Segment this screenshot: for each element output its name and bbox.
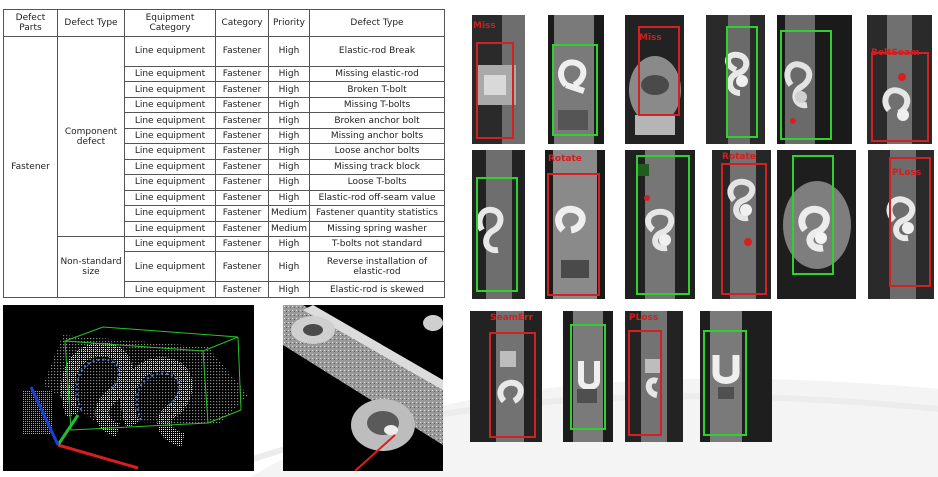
defect-label: Rotate [548, 154, 582, 164]
group-type-nonstandard: Non-standard size [58, 237, 125, 298]
detection-image [472, 150, 525, 299]
cell-category: Fastener [216, 97, 269, 112]
header-category: Category [216, 10, 269, 37]
cell-defect: Elastic-rod off-seam value [310, 190, 445, 205]
cell-priority: High [269, 37, 310, 67]
cell-equipment: Line equipment [125, 144, 216, 159]
cell-equipment: Line equipment [125, 206, 216, 221]
cell-equipment: Line equipment [125, 159, 216, 174]
cell-equipment: Line equipment [125, 37, 216, 67]
header-equipment-category: Equipment Category [125, 10, 216, 37]
cell-category: Fastener [216, 66, 269, 81]
cell-defect: Missing track block [310, 159, 445, 174]
cell-equipment: Line equipment [125, 66, 216, 81]
cell-priority: High [269, 252, 310, 282]
cell-priority: High [269, 128, 310, 143]
detection-image [712, 150, 771, 299]
cell-category: Fastener [216, 82, 269, 97]
cell-priority: High [269, 237, 310, 252]
cell-priority: High [269, 190, 310, 205]
cell-priority: Medium [269, 206, 310, 221]
cell-equipment: Line equipment [125, 282, 216, 298]
point-cloud-3d-image [3, 305, 254, 471]
cell-equipment: Line equipment [125, 97, 216, 112]
sleeper-closeup-image [283, 305, 443, 471]
defect-label: PLoss [629, 313, 659, 323]
header-defect-parts: Defect Parts [4, 10, 58, 37]
detection-image [625, 311, 683, 442]
cell-priority: High [269, 159, 310, 174]
detection-image [625, 15, 684, 144]
cell-equipment: Line equipment [125, 113, 216, 128]
cell-category: Fastener [216, 175, 269, 190]
cell-defect: Loose anchor bolts [310, 144, 445, 159]
group-type-component: Component defect [58, 37, 125, 237]
cell-equipment: Line equipment [125, 237, 216, 252]
cell-category: Fastener [216, 37, 269, 67]
table-row [4, 37, 445, 67]
cell-category: Fastener [216, 237, 269, 252]
cell-defect: Elastic-rod Break [310, 37, 445, 67]
detection-image [700, 311, 772, 442]
cell-category: Fastener [216, 113, 269, 128]
cell-equipment: Line equipment [125, 190, 216, 205]
cell-defect: T-bolts not standard [310, 237, 445, 252]
defect-table [3, 9, 445, 298]
cell-equipment: Line equipment [125, 175, 216, 190]
cell-category: Fastener [216, 206, 269, 221]
cell-category: Fastener [216, 190, 269, 205]
defect-label: BoltSeam [871, 48, 920, 58]
cell-category: Fastener [216, 144, 269, 159]
defect-label: Rotate [722, 152, 756, 162]
cell-defect: Loose T-bolts [310, 175, 445, 190]
header-priority: Priority [269, 10, 310, 37]
detection-image [706, 15, 765, 144]
defect-label: SeamErr [490, 313, 534, 323]
cell-category: Fastener [216, 128, 269, 143]
cell-priority: High [269, 113, 310, 128]
detection-image [472, 15, 525, 144]
cell-priority: High [269, 144, 310, 159]
detection-image [777, 15, 852, 144]
defect-label: Miss [473, 21, 496, 31]
cell-priority: High [269, 175, 310, 190]
cell-category: Fastener [216, 282, 269, 298]
detection-image [867, 15, 932, 144]
detection-image [868, 150, 934, 299]
detection-image [470, 311, 542, 442]
detection-image [777, 150, 856, 299]
cell-priority: High [269, 82, 310, 97]
cell-priority: Medium [269, 221, 310, 236]
cell-equipment: Line equipment [125, 82, 216, 97]
cell-category: Fastener [216, 159, 269, 174]
cell-category: Fastener [216, 221, 269, 236]
cell-defect: Missing spring washer [310, 221, 445, 236]
cell-equipment: Line equipment [125, 221, 216, 236]
cell-equipment: Line equipment [125, 252, 216, 282]
detection-image [545, 150, 605, 299]
cell-defect: Elastic-rod is skewed [310, 282, 445, 298]
defect-label: Miss [639, 33, 662, 43]
cell-defect: Fastener quantity statistics [310, 206, 445, 221]
cell-priority: High [269, 66, 310, 81]
table-row [4, 237, 445, 252]
cell-defect: Broken anchor bolt [310, 113, 445, 128]
detection-image [563, 311, 613, 442]
cell-priority: High [269, 282, 310, 298]
detection-image [548, 15, 604, 144]
group-part-cell: Fastener [4, 37, 58, 298]
header-defect-type: Defect Type [58, 10, 125, 37]
table-header-row [4, 10, 445, 37]
detection-image [625, 150, 695, 299]
cell-priority: High [269, 97, 310, 112]
cell-equipment: Line equipment [125, 128, 216, 143]
cell-defect: Missing T-bolts [310, 97, 445, 112]
cell-defect: Broken T-bolt [310, 82, 445, 97]
cell-defect: Missing elastic-rod [310, 66, 445, 81]
cell-defect: Reverse installation of elastic-rod [310, 252, 445, 282]
cell-defect: Missing anchor bolts [310, 128, 445, 143]
defect-label: PLoss [892, 168, 922, 178]
header-defect-description: Defect Type [310, 10, 445, 37]
cell-category: Fastener [216, 252, 269, 282]
